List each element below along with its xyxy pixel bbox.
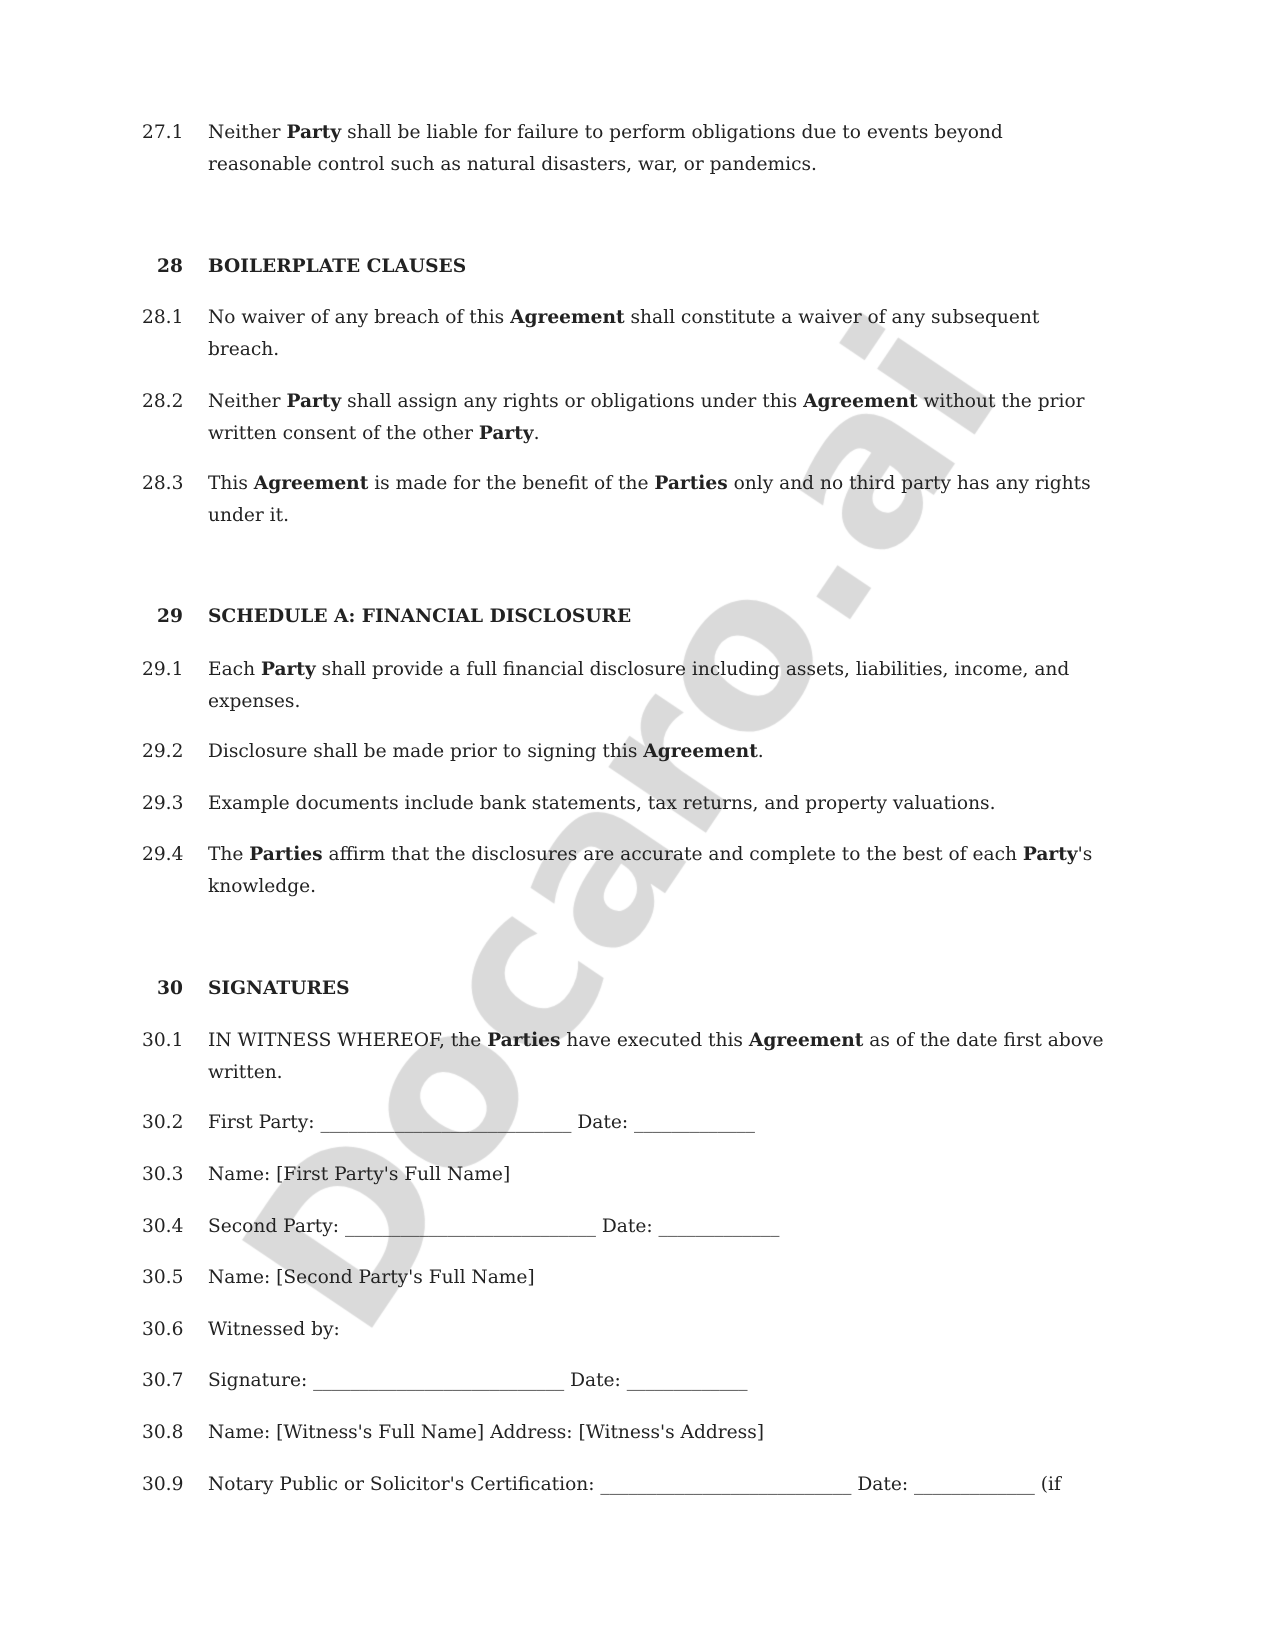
clause-line — [208, 1314, 340, 1346]
clause-text — [208, 302, 1039, 365]
text-run: breach. — [208, 338, 280, 360]
clause-line — [208, 1262, 535, 1294]
clause-text — [208, 839, 1092, 902]
text-run: expenses. — [208, 690, 301, 712]
text-run: . — [757, 741, 764, 762]
text-run: Neither — [208, 391, 287, 412]
defined-term: Agreement — [643, 741, 758, 762]
clause-line — [208, 736, 764, 768]
clause-line — [208, 1365, 748, 1397]
clause-number: 30.5 — [142, 1267, 184, 1288]
text-run: Disclosure shall be made prior to signing this — [208, 741, 644, 762]
clause-text — [208, 1262, 535, 1294]
text-run: Name: [Witness's Full Name] Address: [Witness's Address] — [208, 1422, 765, 1443]
defined-term: Agreement — [510, 307, 625, 328]
clause-text — [208, 117, 1003, 180]
clause-number: 29.4 — [142, 844, 184, 865]
defined-term: Party — [286, 122, 342, 143]
text-run: reasonable control such as natural disasters, war, or pandemics. — [208, 153, 817, 175]
clause-number: 30.8 — [142, 1422, 184, 1443]
defined-term: Party — [260, 659, 316, 680]
text-run: shall constitute a waiver of any subsequent — [624, 307, 1040, 328]
clause-text — [208, 386, 1085, 449]
clause-number: 29.1 — [142, 659, 184, 680]
clause-line — [208, 334, 1039, 366]
text-run: IN WITNESS WHEREOF, the — [208, 1030, 488, 1051]
text-run: knowledge. — [208, 875, 317, 897]
text-run: Name: [First Party's Full Name] — [208, 1164, 511, 1185]
clause-text — [208, 1314, 340, 1346]
clause-text — [208, 1211, 779, 1243]
section-title: BOILERPLATE CLAUSES — [208, 256, 467, 277]
text-run: without the prior — [917, 391, 1085, 412]
text-run: is made for the benefit of the — [368, 473, 655, 494]
clause-line — [208, 1025, 1103, 1057]
defined-term: Party — [286, 391, 342, 412]
text-run: Neither — [208, 122, 287, 143]
text-run: Example documents include bank statements, tax returns, and property valuations. — [208, 793, 996, 814]
clause-text — [208, 1025, 1103, 1088]
clause-line — [208, 1469, 1061, 1501]
clause-number: 28.2 — [142, 391, 184, 412]
section-title: SCHEDULE A: FINANCIAL DISCLOSURE — [208, 606, 632, 627]
text-run: only and no third party has any rights — [727, 473, 1091, 494]
text-run: as of the date first above — [863, 1030, 1104, 1051]
clause-line — [208, 418, 1085, 450]
defined-term: Party — [1022, 844, 1078, 865]
section-number: 30 — [157, 978, 183, 999]
defined-term: Agreement — [748, 1030, 864, 1051]
text-run: Each — [208, 659, 261, 680]
text-run: Second Party: ___________________________ Date: _____________ — [208, 1216, 780, 1237]
clause-line — [208, 149, 1003, 181]
clause-line — [208, 468, 1091, 500]
text-run: No waiver of any breach of this — [208, 307, 511, 328]
clause-line — [208, 500, 1091, 532]
clause-line — [208, 302, 1039, 334]
text-run: Name: [Second Party's Full Name] — [208, 1267, 535, 1288]
text-run: shall provide a full financial disclosure including assets, liabilities, income, and — [315, 659, 1070, 680]
clause-number: 30.2 — [142, 1112, 184, 1133]
clause-number: 30.4 — [142, 1216, 184, 1237]
section-number: 29 — [157, 606, 183, 627]
clause-text — [208, 654, 1069, 717]
section-number: 28 — [157, 256, 183, 277]
clause-line — [208, 788, 996, 820]
section-title: SIGNATURES — [208, 978, 350, 999]
clause-line — [208, 117, 1003, 149]
text-run: This — [208, 473, 254, 494]
clause-text — [208, 1107, 755, 1139]
text-run: The — [208, 844, 250, 865]
clause-number: 29.3 — [142, 793, 184, 814]
text-run: shall be liable for failure to perform obligations due to events beyond — [341, 122, 1003, 143]
text-run: Witnessed by: — [208, 1319, 340, 1340]
clause-number: 28.3 — [142, 473, 184, 494]
clause-number: 30.3 — [142, 1164, 184, 1185]
text-run: written. — [208, 1061, 283, 1083]
text-run: 's — [1077, 844, 1093, 865]
defined-term: Agreement — [803, 391, 918, 412]
clause-line — [208, 1107, 755, 1139]
text-run: have executed this — [560, 1030, 749, 1051]
clause-number: 30.1 — [142, 1030, 184, 1051]
clause-text — [208, 468, 1091, 531]
text-run: affirm that the disclosures are accurate and complete to the best of each — [322, 844, 1023, 865]
clause-line — [208, 1159, 510, 1191]
clause-number: 28.1 — [142, 307, 184, 328]
clause-text — [208, 1469, 1061, 1501]
clause-text — [208, 1365, 748, 1397]
clause-line — [208, 871, 1092, 903]
defined-term: Parties — [249, 844, 323, 865]
defined-term: Parties — [654, 473, 728, 494]
clause-number: 30.7 — [142, 1370, 184, 1391]
clause-line — [208, 386, 1085, 418]
clause-line — [208, 1417, 764, 1449]
clause-text — [208, 736, 764, 768]
clause-number: 27.1 — [142, 122, 184, 143]
clause-line — [208, 686, 1069, 718]
text-run: written consent of the other — [208, 422, 479, 444]
text-run: First Party: ___________________________ Date: _____________ — [208, 1112, 755, 1133]
clause-number: 30.9 — [142, 1474, 184, 1495]
text-run: . — [533, 422, 540, 444]
clause-line — [208, 839, 1092, 871]
defined-term: Party — [478, 422, 534, 444]
clause-text — [208, 1159, 510, 1191]
clause-line — [208, 1211, 779, 1243]
text-run: under it. — [208, 504, 289, 526]
clause-line — [208, 654, 1069, 686]
clause-line — [208, 1057, 1103, 1089]
clause-text — [208, 788, 996, 820]
clause-text — [208, 1417, 764, 1449]
clause-number: 29.2 — [142, 741, 184, 762]
defined-term: Agreement — [253, 473, 369, 494]
text-run: shall assign any rights or obligations under this — [341, 391, 804, 412]
clause-number: 30.6 — [142, 1319, 184, 1340]
text-run: Signature: ___________________________ Date: _____________ — [208, 1370, 748, 1391]
defined-term: Parties — [487, 1030, 561, 1051]
text-run: Notary Public or Solicitor's Certification: ___________________________ Date: _____________ (if — [208, 1474, 1061, 1495]
